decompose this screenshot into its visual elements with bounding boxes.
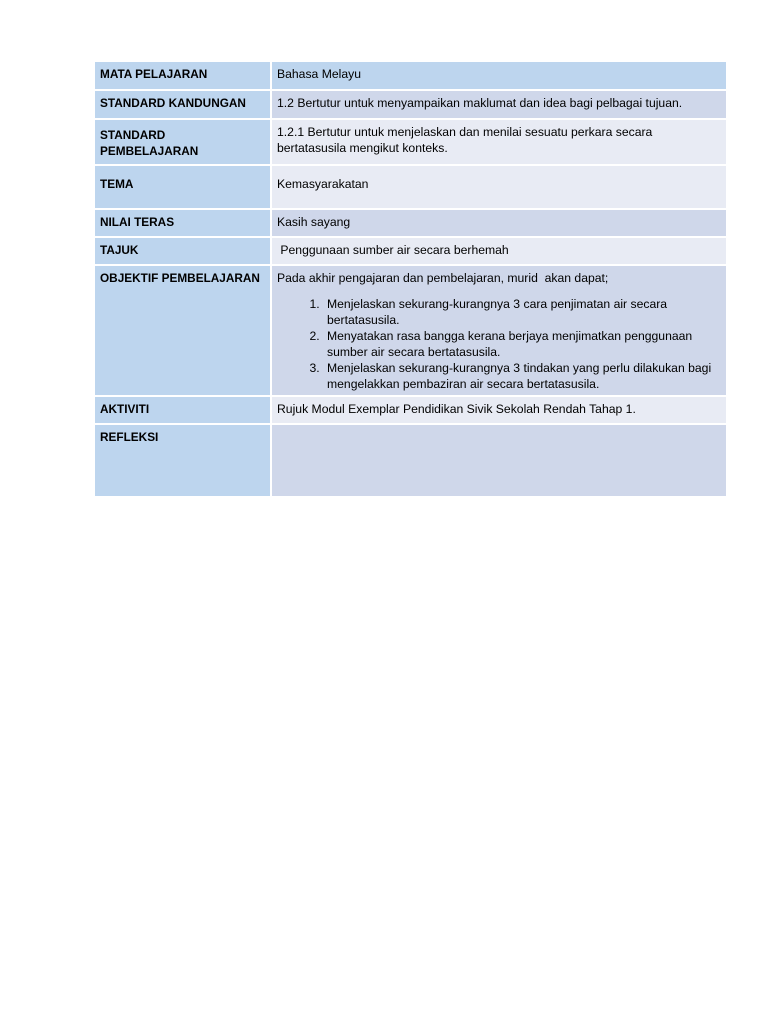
row-standard-kandungan: [94, 90, 727, 119]
value-objektif: [271, 265, 727, 396]
label-standard-kandungan: STANDARD KANDUNGAN: [94, 90, 271, 119]
label-objektif: OBJEKTIF PEMBELAJARAN: [94, 265, 271, 396]
row-refleksi: [94, 424, 727, 497]
label-tajuk: TAJUK: [94, 237, 271, 265]
row-standard-pembelajaran: [94, 119, 727, 165]
label-mata-pelajaran: MATA PELAJARAN: [94, 61, 271, 90]
list-item: 2. Menyatakan rasa bangga kerana berjaya menjimatkan penggunaan sumber air secara bertatasusila.: [323, 328, 722, 360]
label-nilai-teras: NILAI TERAS: [94, 209, 271, 237]
row-nilai-teras: [94, 209, 727, 237]
row-aktiviti: [94, 396, 727, 424]
label-standard-pembelajaran: STANDARD PEMBELAJARAN: [94, 119, 271, 165]
value-aktiviti: Rujuk Modul Exemplar Pendidikan Sivik Sekolah Rendah Tahap 1.: [271, 396, 727, 424]
objektif-list: [277, 296, 722, 392]
row-objektif: [94, 265, 727, 396]
label-aktiviti: AKTIVITI: [94, 396, 271, 424]
list-item: 1. Menjelaskan sekurang-kurangnya 3 cara penjimatan air secara bertatasusila.: [323, 296, 722, 328]
value-refleksi: [271, 424, 727, 497]
row-tajuk: [94, 237, 727, 265]
value-standard-pembelajaran: 1.2.1 Bertutur untuk menjelaskan dan menilai sesuatu perkara secara bertatasusila mengikut konteks.: [271, 119, 727, 165]
lesson-plan-table: [93, 60, 728, 498]
list-item: 3. Menjelaskan sekurang-kurangnya 3 tindakan yang perlu dilakukan bagi mengelakkan pembaziran air secara bertatasusila.: [323, 360, 722, 392]
objektif-intro: Pada akhir pengajaran dan pembelajaran, murid akan dapat;: [277, 271, 609, 285]
value-tema: Kemasyarakatan: [271, 165, 727, 209]
value-mata-pelajaran: Bahasa Melayu: [271, 61, 727, 90]
label-refleksi: REFLEKSI: [94, 424, 271, 497]
row-tema: [94, 165, 727, 209]
value-nilai-teras: Kasih sayang: [271, 209, 727, 237]
value-tajuk: Penggunaan sumber air secara berhemah: [271, 237, 727, 265]
row-mata-pelajaran: [94, 61, 727, 90]
value-standard-kandungan: 1.2 Bertutur untuk menyampaikan maklumat dan idea bagi pelbagai tujuan.: [271, 90, 727, 119]
label-tema: TEMA: [94, 165, 271, 209]
